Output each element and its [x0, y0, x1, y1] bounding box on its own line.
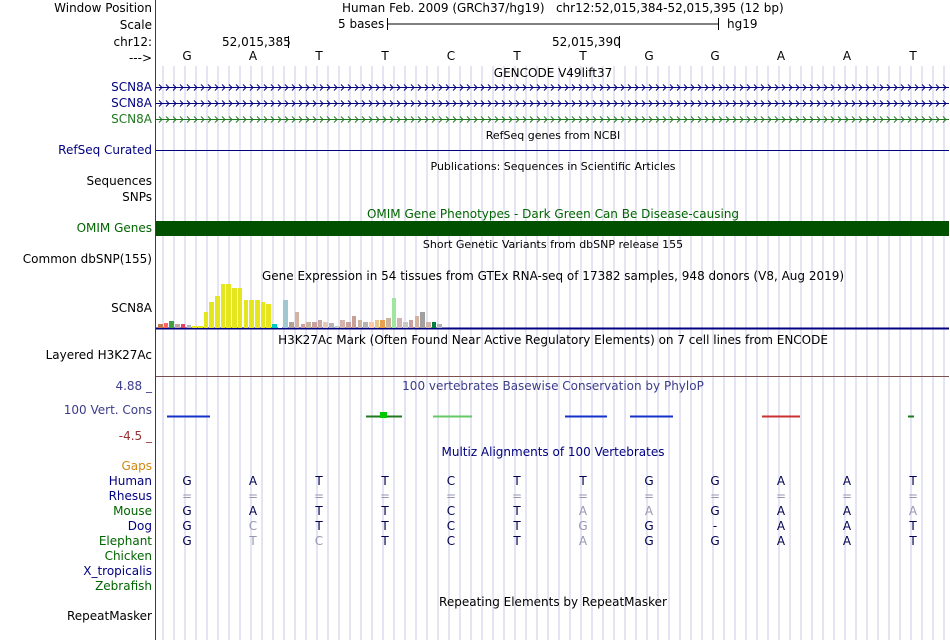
alignment-base: G — [644, 474, 654, 488]
alignment-base: T — [513, 504, 521, 518]
refseq-title: RefSeq genes from NCBI — [485, 129, 621, 142]
gtex-tissue-bar[interactable] — [209, 302, 214, 328]
gtex-tissue-bar[interactable] — [312, 322, 317, 328]
alignment-base: = — [709, 489, 721, 503]
alignment-base: A — [776, 519, 786, 533]
alignment-base: A — [842, 474, 852, 488]
coord-label-1: 52,015,385 — [222, 35, 291, 49]
gtex-tissue-bar[interactable] — [244, 300, 249, 328]
alignment-base: C — [446, 474, 456, 488]
gtex-tissue-bar[interactable] — [215, 296, 220, 328]
base-letter: A — [776, 49, 786, 63]
base-letter: C — [446, 49, 456, 63]
gtex-tissue-bar[interactable] — [198, 326, 203, 328]
alignment-base: T — [315, 474, 323, 488]
alignment-base: C — [446, 534, 456, 548]
base-letter: G — [644, 49, 654, 63]
alignment-base: A — [248, 474, 258, 488]
gtex-tissue-bar[interactable] — [340, 320, 345, 328]
species-label[interactable]: Zebrafish — [95, 579, 152, 593]
gtex-tissue-bar[interactable] — [295, 312, 300, 328]
refseq-label[interactable]: RefSeq Curated — [58, 143, 152, 157]
sequences-label[interactable]: Sequences — [86, 174, 152, 188]
h3k27ac-label[interactable]: Layered H3K27Ac — [45, 348, 152, 362]
gtex-tissue-bar[interactable] — [318, 320, 323, 328]
base-letter: T — [579, 49, 587, 63]
alignment-base: A — [776, 474, 786, 488]
phylop-title: 100 vertebrates Basewise Conservation by PhyloP — [402, 379, 704, 393]
alignment-base: T — [513, 534, 521, 548]
gtex-tissue-bar[interactable] — [249, 300, 254, 328]
alignment-base: T — [909, 474, 917, 488]
species-label[interactable]: Dog — [127, 519, 152, 533]
coord-label-2: 52,015,390 — [552, 35, 621, 49]
gtex-tissue-bar[interactable] — [272, 324, 277, 328]
alignment-base: G — [710, 534, 720, 548]
alignment-base: = — [181, 489, 193, 503]
window-position-value: Human Feb. 2009 (GRCh37/hg19) chr12:52,015,384-52,015,395 (12 bp) — [342, 1, 784, 15]
gtex-tissue-bar[interactable] — [409, 320, 414, 328]
phylop-min-label: -4.5 _ — [118, 429, 152, 443]
alignment-base: = — [577, 489, 589, 503]
alignment-base: A — [578, 504, 588, 518]
gtex-tissue-bar[interactable] — [329, 323, 334, 328]
gtex-tissue-bar[interactable] — [187, 325, 192, 328]
window-position-label: Window Position — [54, 1, 152, 15]
phylop-max-label: 4.88 _ — [115, 379, 152, 393]
alignment-base: G — [182, 534, 192, 548]
alignment-base: A — [842, 504, 852, 518]
alignment-base: G — [182, 519, 192, 533]
gtex-tissue-bar[interactable] — [266, 304, 271, 328]
gtex-tissue-bar[interactable] — [432, 322, 437, 328]
gtex-tissue-bar[interactable] — [375, 320, 380, 328]
alignment-base: C — [314, 534, 324, 548]
phylop-peak — [380, 412, 387, 418]
base-letter: T — [381, 49, 389, 63]
alignment-base: G — [182, 474, 192, 488]
species-label[interactable]: Mouse — [113, 504, 152, 518]
gencode-title: GENCODE V49lift37 — [493, 66, 613, 80]
gtex-tissue-bar[interactable] — [164, 323, 169, 328]
gtex-tissue-bar[interactable] — [278, 326, 283, 328]
alignment-base: G — [644, 534, 654, 548]
species-label[interactable]: X_tropicalis — [83, 564, 152, 578]
gencode-label-3[interactable]: SCN8A — [111, 112, 152, 126]
gtex-tissue-bar[interactable] — [158, 324, 163, 328]
gtex-tissue-bar[interactable] — [306, 322, 311, 328]
alignment-base: T — [315, 519, 323, 533]
alignment-base: G — [710, 474, 720, 488]
alignment-base: G — [182, 504, 192, 518]
scale-assembly: hg19 — [727, 17, 758, 31]
base-letter: G — [182, 49, 192, 63]
gtex-tissue-bar[interactable] — [403, 322, 408, 328]
alignment-base: T — [381, 504, 389, 518]
strand-label: ---> — [128, 51, 152, 65]
multiz-title: Multiz Alignments of 100 Vertebrates — [441, 445, 665, 459]
gtex-title: Gene Expression in 54 tissues from GTEx RNA-seq of 17382 samples, 948 donors (V8, Aug 2019) — [261, 269, 845, 283]
gtex-tissue-bar[interactable] — [352, 316, 357, 328]
gaps-label[interactable]: Gaps — [121, 459, 152, 473]
alignment-base: C — [446, 519, 456, 533]
gencode-label-2[interactable]: SCN8A — [111, 96, 152, 110]
gtex-tissue-bar[interactable] — [175, 324, 180, 328]
alignment-base: = — [445, 489, 457, 503]
gtex-tissue-bar[interactable] — [426, 322, 431, 328]
gtex-tissue-bar[interactable] — [192, 326, 197, 328]
alignment-base: = — [841, 489, 853, 503]
gtex-tissue-bar[interactable] — [363, 322, 368, 328]
alignment-base: T — [909, 534, 917, 548]
gtex-tissue-bar[interactable] — [289, 322, 294, 328]
alignment-base: T — [579, 474, 587, 488]
alignment-base: A — [248, 504, 258, 518]
base-letter: T — [513, 49, 521, 63]
gtex-bar-chart[interactable] — [156, 284, 536, 328]
gtex-tissue-bar[interactable] — [380, 320, 385, 328]
gtex-tissue-bar[interactable] — [323, 322, 328, 328]
snps-label[interactable]: SNPs — [122, 190, 152, 204]
scale-bases: 5 bases — [338, 17, 385, 31]
alignment-base: T — [381, 474, 389, 488]
alignment-base: T — [381, 519, 389, 533]
alignment-base: A — [842, 519, 852, 533]
base-letter: T — [909, 49, 917, 63]
scale-label: Scale — [119, 18, 152, 32]
species-label[interactable]: Chicken — [104, 549, 152, 563]
gtex-tissue-bar[interactable] — [226, 284, 231, 328]
alignment-base: T — [909, 519, 917, 533]
alignment-base: C — [446, 504, 456, 518]
gtex-tissue-bar[interactable] — [346, 322, 351, 328]
base-letter: T — [315, 49, 323, 63]
alignment-base: = — [247, 489, 259, 503]
gtex-tissue-bar[interactable] — [415, 316, 420, 328]
omim-bar — [156, 221, 949, 236]
gtex-tissue-bar[interactable] — [358, 320, 363, 328]
gtex-tissue-bar[interactable] — [335, 326, 340, 328]
gtex-tissue-bar[interactable] — [221, 284, 226, 328]
alignment-base: T — [513, 519, 521, 533]
species-label[interactable]: Human — [108, 474, 152, 488]
gtex-tissue-bar[interactable] — [204, 312, 209, 328]
gtex-tissue-bar[interactable] — [386, 318, 391, 328]
repeatmasker-title: Repeating Elements by RepeatMasker — [439, 595, 667, 609]
alignment-base: T — [381, 534, 389, 548]
phylop-label[interactable]: 100 Vert. Cons — [63, 403, 152, 417]
alignment-base: A — [908, 504, 918, 518]
alignment-base: A — [644, 504, 654, 518]
h3k27ac-title: H3K27Ac Mark (Often Found Near Active Regulatory Elements) on 7 cell lines from ENCODE — [278, 333, 828, 347]
gtex-tissue-bar[interactable] — [169, 321, 174, 328]
omim-label[interactable]: OMIM Genes — [76, 221, 152, 235]
base-letter: G — [710, 49, 720, 63]
alignment-base: A — [842, 534, 852, 548]
publications-title: Publications: Sequences in Scientific Articles — [430, 160, 676, 173]
chrom-label: chr12: — [113, 35, 152, 49]
alignment-base: G — [578, 519, 588, 533]
alignment-base: - — [712, 519, 718, 533]
gtex-tissue-bar[interactable] — [369, 322, 374, 328]
alignment-base: T — [513, 474, 521, 488]
gtex-tissue-bar[interactable] — [238, 288, 243, 328]
gtex-tissue-bar[interactable] — [392, 298, 397, 328]
gtex-tissue-bar[interactable] — [397, 318, 402, 328]
repeatmasker-label[interactable]: RepeatMasker — [66, 609, 152, 623]
gtex-label[interactable]: SCN8A — [111, 301, 152, 315]
alignment-base: = — [643, 489, 655, 503]
alignment-base: A — [578, 534, 588, 548]
base-letter: A — [248, 49, 258, 63]
gtex-tissue-bar[interactable] — [437, 324, 442, 328]
alignment-base: A — [776, 534, 786, 548]
alignment-base: T — [249, 534, 257, 548]
alignment-base: C — [248, 519, 258, 533]
gtex-tissue-bar[interactable] — [283, 300, 288, 328]
alignment-base: G — [644, 519, 654, 533]
omim-title: OMIM Gene Phenotypes - Dark Green Can Be Disease-causing — [366, 207, 740, 221]
gtex-tissue-bar[interactable] — [261, 302, 266, 328]
alignment-base: T — [315, 504, 323, 518]
alignment-base: = — [379, 489, 391, 503]
gtex-tissue-bar[interactable] — [255, 300, 260, 328]
base-letter: A — [842, 49, 852, 63]
dbsnp-label[interactable]: Common dbSNP(155) — [22, 252, 152, 266]
alignment-base: = — [511, 489, 523, 503]
alignment-base: = — [907, 489, 919, 503]
gtex-tissue-bar[interactable] — [232, 288, 237, 328]
dbsnp-title: Short Genetic Variants from dbSNP release 155 — [422, 238, 684, 251]
alignment-base: G — [710, 504, 720, 518]
species-label[interactable]: Elephant — [98, 534, 152, 548]
alignment-base: A — [776, 504, 786, 518]
alignment-base: = — [313, 489, 325, 503]
species-label[interactable]: Rhesus — [108, 489, 152, 503]
gtex-tissue-bar[interactable] — [420, 312, 425, 328]
gtex-tissue-bar[interactable] — [181, 324, 186, 328]
gencode-label-1[interactable]: SCN8A — [111, 80, 152, 94]
alignment-base: = — [775, 489, 787, 503]
gtex-tissue-bar[interactable] — [301, 324, 306, 328]
